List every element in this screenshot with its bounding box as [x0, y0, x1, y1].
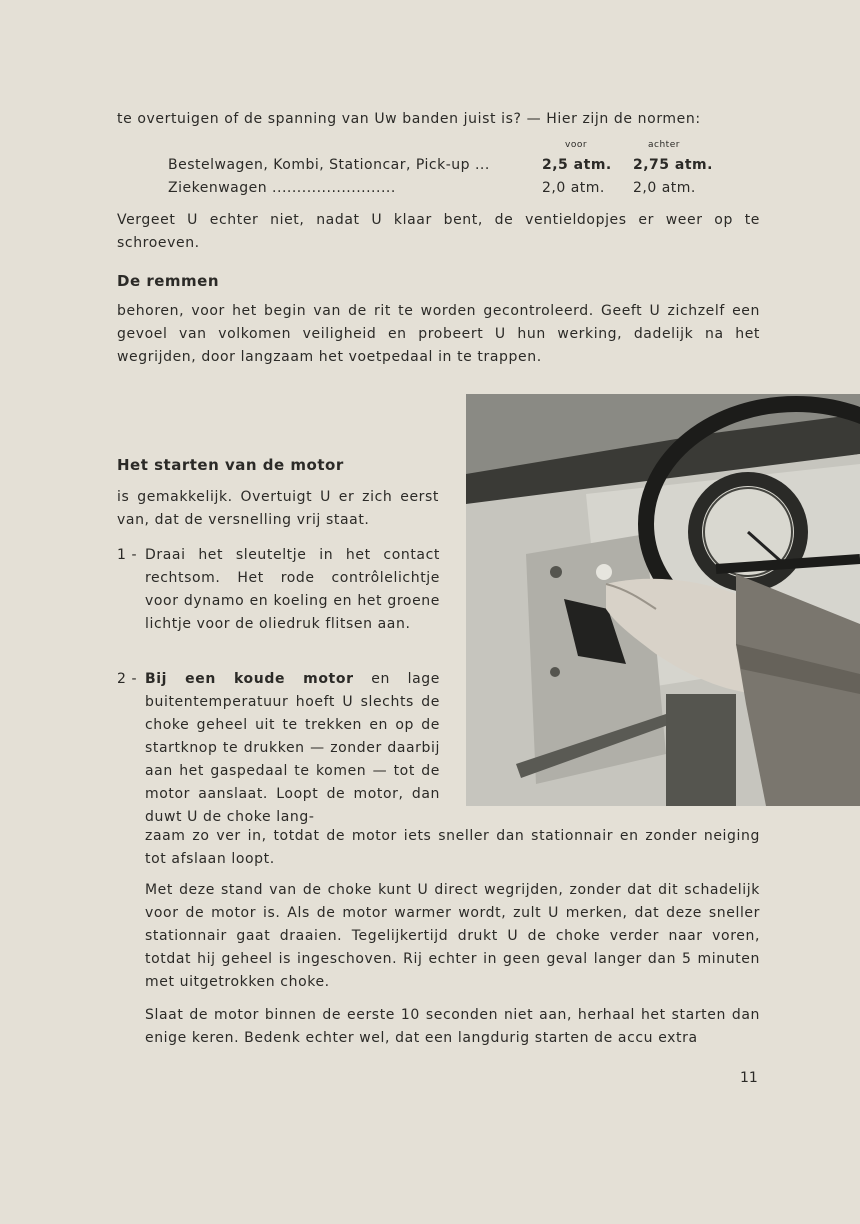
list-text: Draai het sleuteltje in het contact rechtsom. Het rode contrôlelichtje voor dynamo en koeling en het groene lichtje voor de oliedruk flitsen aan. [145, 547, 440, 632]
vehicle-label: Bestelwagen, Kombi, Stationcar, Pick-up ... [168, 157, 490, 173]
page-number: 11 [740, 1070, 758, 1086]
column-header-voor: voor [565, 140, 588, 150]
pressure-achter: 2,0 atm. [633, 180, 696, 196]
list-number: 1 - [117, 547, 138, 563]
pressure-voor: 2,5 atm. [542, 157, 612, 173]
list-text-rest: en lage buitentemperatuur hoeft U slechts de choke geheel uit te trekken en op de startknop te drukken — zonder daarbij aan het gaspedaal te komen — tot de motor aanslaat. Loopt de motor, dan duwt U de choke lang- [145, 671, 440, 825]
choke-paragraph: Met deze stand van de choke kunt U direct wegrijden, zonder dat dit schadelijk voor de motor is. Als de motor warmer wordt, zult U merken, dat deze sneller stationnair gaat draaien. Tegelijkertijd drukt U de choke verder naar voren, totdat hij geheel is ingeschoven. Rij echter in geen geval langer dan 5 minuten met uitgetrokken choke. [145, 882, 760, 990]
pressure-achter: 2,75 atm. [633, 157, 713, 173]
starten-intro: is gemakkelijk. Overtuigt U er zich eerst van, dat de versnelling vrij staat. [117, 489, 439, 528]
column-header-achter: achter [648, 140, 680, 150]
last-paragraph: Slaat de motor binnen de eerste 10 seconden niet aan, herhaal het starten dan enige keren. Bedenk echter wel, dat een langdurig starten de accu extra [145, 1007, 760, 1046]
list-text [145, 668, 440, 829]
vergeet-paragraph: Vergeet U echter niet, nadat U klaar bent, de ventieldopjes er weer op te schroeven. [117, 212, 760, 251]
dashboard-photo [466, 394, 860, 806]
intro-line: te overtuigen of de spanning van Uw banden juist is? — Hier zijn de normen: [117, 111, 701, 127]
list-text-bold: Bij een koude motor [145, 671, 354, 687]
list-number: 2 - [117, 671, 138, 687]
starten-heading: Het starten van de motor [117, 456, 344, 474]
pressure-voor: 2,0 atm. [542, 180, 605, 196]
remmen-heading: De remmen [117, 272, 220, 290]
remmen-paragraph: behoren, voor het begin van de rit te worden gecontroleerd. Geeft U zichzelf een gevoel van volkomen veiligheid en probeert U hun werking, dadelijk na het wegrijden, door langzaam het voetpedaal in te trappen. [117, 303, 760, 365]
vehicle-label: Ziekenwagen ......................... [168, 180, 396, 196]
list-text-continued: zaam zo ver in, totdat de motor iets sneller dan stationnair en zonder neiging tot afslaan loopt. [145, 828, 760, 867]
